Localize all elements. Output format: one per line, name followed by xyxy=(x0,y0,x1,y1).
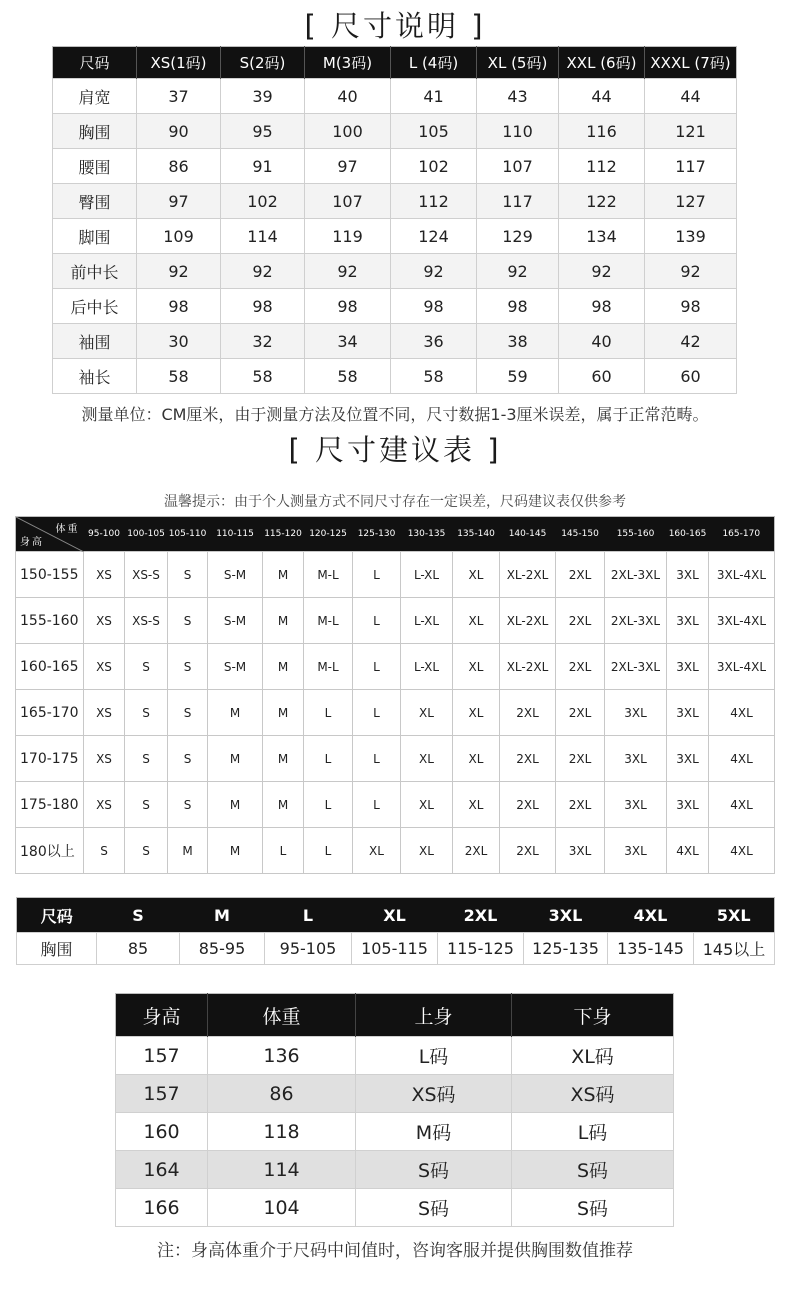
table-cell: 134 xyxy=(559,219,645,254)
size-cell: L xyxy=(304,736,353,782)
table-cell: S码 xyxy=(512,1151,674,1189)
table-cell: 164 xyxy=(116,1151,208,1189)
size-cell: 2XL xyxy=(453,828,500,874)
height-range-label: 165-170 xyxy=(16,690,84,736)
example-body xyxy=(116,1037,674,1227)
height-range-label: 175-180 xyxy=(16,782,84,828)
chest-value-row xyxy=(17,933,775,965)
table-row xyxy=(53,324,737,359)
size-cell: M-L xyxy=(304,598,353,644)
size-cell: 2XL xyxy=(556,644,605,690)
size-cell: XL xyxy=(401,690,453,736)
table-row xyxy=(53,289,737,324)
size-cell: XL xyxy=(401,828,453,874)
weight-range-header: 160-165 xyxy=(667,517,709,552)
table-row xyxy=(53,359,737,394)
size-cell: M xyxy=(208,828,263,874)
column-header: S(2码) xyxy=(221,47,305,79)
size-cell: M xyxy=(208,782,263,828)
row-label: 后中长 xyxy=(53,289,137,324)
table-cell: 102 xyxy=(221,184,305,219)
size-cell: L xyxy=(353,782,401,828)
table-cell: 37 xyxy=(137,79,221,114)
table-cell: 41 xyxy=(391,79,477,114)
size-cell: 4XL xyxy=(667,828,709,874)
size-cell: M xyxy=(263,782,304,828)
column-header: 下身 xyxy=(512,994,674,1037)
size-cell: 3XL xyxy=(667,690,709,736)
size-cell: S xyxy=(168,644,208,690)
size-cell: XL xyxy=(401,782,453,828)
column-header: S xyxy=(97,898,180,933)
table-row xyxy=(16,690,775,736)
table-cell: 39 xyxy=(221,79,305,114)
size-cell: M xyxy=(263,690,304,736)
table-cell: 30 xyxy=(137,324,221,359)
table-cell: L码 xyxy=(356,1037,512,1075)
table-cell: 42 xyxy=(645,324,737,359)
size-cell: 4XL xyxy=(709,828,775,874)
column-header: L (4码) xyxy=(391,47,477,79)
size-cell: S-M xyxy=(208,644,263,690)
corner-weight-label: 体重 xyxy=(55,524,80,535)
column-header: XL xyxy=(352,898,438,933)
size-cell: 3XL-4XL xyxy=(709,552,775,598)
table-cell: 92 xyxy=(559,254,645,289)
size-cell: M xyxy=(208,736,263,782)
size-cell: 2XL-3XL xyxy=(605,598,667,644)
size-cell: XL xyxy=(453,552,500,598)
table-cell: 117 xyxy=(645,149,737,184)
size-cell: XL xyxy=(453,690,500,736)
table-cell: 124 xyxy=(391,219,477,254)
size-cell: 2XL xyxy=(500,828,556,874)
size-recommendation-title: [ 尺寸建议表 ] xyxy=(288,433,502,467)
row-label: 前中长 xyxy=(53,254,137,289)
table-cell: 32 xyxy=(221,324,305,359)
size-cell: XL xyxy=(453,782,500,828)
table-cell: 122 xyxy=(559,184,645,219)
table-row xyxy=(16,828,775,874)
size-cell: 4XL xyxy=(709,782,775,828)
table-cell: 90 xyxy=(137,114,221,149)
size-cell: S xyxy=(168,690,208,736)
corner-height-label: 身高 xyxy=(20,537,44,548)
table-cell: 92 xyxy=(477,254,559,289)
table-cell: 107 xyxy=(477,149,559,184)
table-row xyxy=(16,736,775,782)
size-cell: S xyxy=(168,782,208,828)
table-cell: 125-135 xyxy=(524,933,608,965)
size-cell: XS-S xyxy=(125,552,168,598)
table-cell: 44 xyxy=(559,79,645,114)
table-row xyxy=(53,254,737,289)
table-cell: 58 xyxy=(391,359,477,394)
size-cell: 2XL-3XL xyxy=(605,552,667,598)
size-cell: 2XL xyxy=(556,736,605,782)
size-cell: 3XL-4XL xyxy=(709,644,775,690)
size-cell: XL xyxy=(353,828,401,874)
size-cell: 2XL xyxy=(500,690,556,736)
size-cell: 2XL xyxy=(500,782,556,828)
size-cell: XS xyxy=(84,598,125,644)
table-cell: 92 xyxy=(645,254,737,289)
table-row xyxy=(116,1189,674,1227)
table-cell: 98 xyxy=(559,289,645,324)
column-header: M(3码) xyxy=(305,47,391,79)
table-cell: 98 xyxy=(221,289,305,324)
weight-range-header: 130-135 xyxy=(401,517,453,552)
size-cell: S-M xyxy=(208,552,263,598)
weight-range-header: 135-140 xyxy=(453,517,500,552)
table-cell: 107 xyxy=(305,184,391,219)
column-header: 5XL xyxy=(694,898,775,933)
row-label: 胸围 xyxy=(53,114,137,149)
table-cell: 58 xyxy=(137,359,221,394)
size-cell: 3XL xyxy=(667,598,709,644)
size-recommendation-table xyxy=(15,516,775,874)
size-description-title: [ 尺寸说明 ] xyxy=(304,9,486,43)
size-cell: 2XL-3XL xyxy=(605,644,667,690)
table-cell: 109 xyxy=(137,219,221,254)
weight-range-header: 165-170 xyxy=(709,517,775,552)
size-cell: XL-2XL xyxy=(500,644,556,690)
size-cell: S xyxy=(168,736,208,782)
table-cell: 160 xyxy=(116,1113,208,1151)
table-row xyxy=(116,1037,674,1075)
row-label: 臀围 xyxy=(53,184,137,219)
table-row xyxy=(116,1151,674,1189)
row-label: 肩宽 xyxy=(53,79,137,114)
size-cell: 3XL xyxy=(605,828,667,874)
column-header: XL (5码) xyxy=(477,47,559,79)
table-cell: 40 xyxy=(305,79,391,114)
size-cell: XL xyxy=(453,598,500,644)
table-cell: 92 xyxy=(221,254,305,289)
table-cell: 104 xyxy=(208,1189,356,1227)
table-cell: XL码 xyxy=(512,1037,674,1075)
size-cell: XS xyxy=(84,552,125,598)
weight-range-header: 100-105 xyxy=(125,517,168,552)
table-cell: 86 xyxy=(137,149,221,184)
table-cell: 112 xyxy=(391,184,477,219)
table-cell: 115-125 xyxy=(438,933,524,965)
size-cell: 3XL xyxy=(667,782,709,828)
table-cell: 157 xyxy=(116,1075,208,1113)
table-cell: 102 xyxy=(391,149,477,184)
table-cell: 98 xyxy=(391,289,477,324)
size-cell: 3XL xyxy=(605,782,667,828)
size-cell: 2XL xyxy=(556,598,605,644)
size-cell: M xyxy=(263,644,304,690)
size-cell: S xyxy=(84,828,125,874)
height-range-label: 180以上 xyxy=(16,828,84,874)
size-cell: M xyxy=(263,552,304,598)
size-cell: 2XL xyxy=(556,552,605,598)
table-row xyxy=(53,219,737,254)
size-cell: 3XL xyxy=(667,552,709,598)
table-cell: 100 xyxy=(305,114,391,149)
size-cell: M-L xyxy=(304,644,353,690)
size-cell: S xyxy=(168,552,208,598)
size-cell: L xyxy=(353,552,401,598)
size-cell: L-XL xyxy=(401,552,453,598)
size-cell: M xyxy=(168,828,208,874)
table-cell: S码 xyxy=(512,1189,674,1227)
recommendation-body xyxy=(16,552,775,874)
weight-range-header: 115-120 xyxy=(263,517,304,552)
table-cell: 95-105 xyxy=(265,933,352,965)
column-header: M xyxy=(180,898,265,933)
size-cell: S xyxy=(125,736,168,782)
size-cell: L xyxy=(304,782,353,828)
table-cell: 114 xyxy=(221,219,305,254)
row-label: 腰围 xyxy=(53,149,137,184)
row-label: 袖长 xyxy=(53,359,137,394)
table-cell: 119 xyxy=(305,219,391,254)
table-row xyxy=(16,598,775,644)
size-cell: XL xyxy=(453,736,500,782)
table-cell: 116 xyxy=(559,114,645,149)
size-cell: 2XL xyxy=(556,690,605,736)
size-cell: XS-S xyxy=(125,598,168,644)
table-cell: 85 xyxy=(97,933,180,965)
column-header: 上身 xyxy=(356,994,512,1037)
table-cell: 117 xyxy=(477,184,559,219)
size-cell: XS xyxy=(84,782,125,828)
table-cell: 97 xyxy=(137,184,221,219)
size-cell: M xyxy=(208,690,263,736)
table-cell: 44 xyxy=(645,79,737,114)
size-cell: 3XL xyxy=(667,736,709,782)
column-header: 尺码 xyxy=(53,47,137,79)
table-cell: 40 xyxy=(559,324,645,359)
chest-header-row xyxy=(17,898,775,933)
size-cell: XL xyxy=(453,644,500,690)
column-header: 3XL xyxy=(524,898,608,933)
table-cell: 98 xyxy=(645,289,737,324)
size-cell: 3XL-4XL xyxy=(709,598,775,644)
weight-range-header: 120-125 xyxy=(304,517,353,552)
table-cell: XS码 xyxy=(356,1075,512,1113)
table-cell: 58 xyxy=(221,359,305,394)
weight-range-header: 110-115 xyxy=(208,517,263,552)
size-cell: 3XL xyxy=(605,736,667,782)
size-cell: L xyxy=(353,598,401,644)
table-cell: 121 xyxy=(645,114,737,149)
column-header: 2XL xyxy=(438,898,524,933)
size-cell: 4XL xyxy=(709,690,775,736)
size-cell: M-L xyxy=(304,552,353,598)
table-cell: 91 xyxy=(221,149,305,184)
table-row xyxy=(16,644,775,690)
column-header: XXXL (7码) xyxy=(645,47,737,79)
table-cell: 98 xyxy=(477,289,559,324)
table-row xyxy=(116,1075,674,1113)
table-cell: 127 xyxy=(645,184,737,219)
chest-size-table xyxy=(16,897,775,965)
table-cell: 166 xyxy=(116,1189,208,1227)
table-row xyxy=(116,1113,674,1151)
table-cell: 139 xyxy=(645,219,737,254)
size-cell: XS xyxy=(84,644,125,690)
table-cell: 60 xyxy=(645,359,737,394)
column-header: XXL (6码) xyxy=(559,47,645,79)
table-cell: 118 xyxy=(208,1113,356,1151)
table-cell: 60 xyxy=(559,359,645,394)
recommendation-footnote: 注：身高体重介于尺码中间值时，咨询客服并提供胸围数值推荐 xyxy=(157,1241,633,1261)
size-cell: L-XL xyxy=(401,598,453,644)
table-cell: 145以上 xyxy=(694,933,775,965)
table-row xyxy=(53,114,737,149)
table-row xyxy=(53,149,737,184)
size-cell: S xyxy=(125,644,168,690)
weight-range-header: 105-110 xyxy=(168,517,208,552)
table-cell: S码 xyxy=(356,1189,512,1227)
size-cell: L xyxy=(353,644,401,690)
column-header: L xyxy=(265,898,352,933)
size-cell: XL-2XL xyxy=(500,598,556,644)
size-cell: L-XL xyxy=(401,644,453,690)
size-cell: M xyxy=(263,736,304,782)
table-cell: 59 xyxy=(477,359,559,394)
table-cell: 110 xyxy=(477,114,559,149)
size-cell: XS xyxy=(84,690,125,736)
size-cell: XS xyxy=(84,736,125,782)
table-row xyxy=(53,79,737,114)
size-cell: 2XL xyxy=(500,736,556,782)
weight-range-header: 95-100 xyxy=(84,517,125,552)
weight-height-corner xyxy=(16,517,84,552)
size-cell: 4XL xyxy=(709,736,775,782)
column-header: 4XL xyxy=(608,898,694,933)
size-cell: L xyxy=(304,828,353,874)
recommendation-header-row xyxy=(16,517,775,552)
table-cell: M码 xyxy=(356,1113,512,1151)
size-cell: S xyxy=(125,828,168,874)
table-cell: 92 xyxy=(305,254,391,289)
height-range-label: 170-175 xyxy=(16,736,84,782)
size-cell: XL xyxy=(401,736,453,782)
table-cell: 95 xyxy=(221,114,305,149)
table-cell: 129 xyxy=(477,219,559,254)
example-sizes-table xyxy=(115,993,674,1227)
table-cell: L码 xyxy=(512,1113,674,1151)
table-cell: 43 xyxy=(477,79,559,114)
table-row xyxy=(53,184,737,219)
weight-range-header: 140-145 xyxy=(500,517,556,552)
table-cell: 112 xyxy=(559,149,645,184)
table-cell: 85-95 xyxy=(180,933,265,965)
weight-range-header: 125-130 xyxy=(353,517,401,552)
size-description-table xyxy=(52,46,737,394)
height-range-label: 160-165 xyxy=(16,644,84,690)
column-header: XS(1码) xyxy=(137,47,221,79)
table-row xyxy=(16,552,775,598)
column-header: 体重 xyxy=(208,994,356,1037)
recommendation-tip: 温馨提示：由于个人测量方式不同尺寸存在一定误差，尺码建议表仅供参考 xyxy=(164,494,626,510)
table-row xyxy=(16,782,775,828)
table-cell: 97 xyxy=(305,149,391,184)
size-cell: 3XL xyxy=(556,828,605,874)
table-cell: 34 xyxy=(305,324,391,359)
size-cell: S-M xyxy=(208,598,263,644)
table-cell: 86 xyxy=(208,1075,356,1113)
column-header: 身高 xyxy=(116,994,208,1037)
table-cell: S码 xyxy=(356,1151,512,1189)
height-range-label: 155-160 xyxy=(16,598,84,644)
size-cell: S xyxy=(168,598,208,644)
table-cell: 105 xyxy=(391,114,477,149)
column-header: 尺码 xyxy=(17,898,97,933)
height-range-label: 150-155 xyxy=(16,552,84,598)
measurement-note: 测量单位：CM厘米，由于测量方法及位置不同，尺寸数据1-3厘米误差，属于正常范畴。 xyxy=(81,405,709,424)
table-cell: XS码 xyxy=(512,1075,674,1113)
size-cell: XL-2XL xyxy=(500,552,556,598)
table-cell: 157 xyxy=(116,1037,208,1075)
table-cell: 38 xyxy=(477,324,559,359)
size-cell: 2XL xyxy=(556,782,605,828)
size-description-header-row xyxy=(53,47,737,79)
table-cell: 114 xyxy=(208,1151,356,1189)
row-label: 胸围 xyxy=(17,933,97,965)
size-cell: L xyxy=(353,690,401,736)
size-cell: S xyxy=(125,690,168,736)
table-cell: 136 xyxy=(208,1037,356,1075)
size-description-body xyxy=(53,79,737,394)
size-cell: 3XL xyxy=(667,644,709,690)
weight-range-header: 145-150 xyxy=(556,517,605,552)
table-cell: 92 xyxy=(391,254,477,289)
table-cell: 135-145 xyxy=(608,933,694,965)
table-cell: 58 xyxy=(305,359,391,394)
table-cell: 98 xyxy=(305,289,391,324)
row-label: 袖围 xyxy=(53,324,137,359)
table-cell: 36 xyxy=(391,324,477,359)
size-cell: 3XL xyxy=(605,690,667,736)
example-header-row xyxy=(116,994,674,1037)
size-cell: L xyxy=(304,690,353,736)
size-cell: L xyxy=(263,828,304,874)
size-cell: L xyxy=(353,736,401,782)
weight-range-header: 155-160 xyxy=(605,517,667,552)
table-cell: 92 xyxy=(137,254,221,289)
size-cell: S xyxy=(125,782,168,828)
table-cell: 105-115 xyxy=(352,933,438,965)
size-cell: M xyxy=(263,598,304,644)
row-label: 脚围 xyxy=(53,219,137,254)
table-cell: 98 xyxy=(137,289,221,324)
